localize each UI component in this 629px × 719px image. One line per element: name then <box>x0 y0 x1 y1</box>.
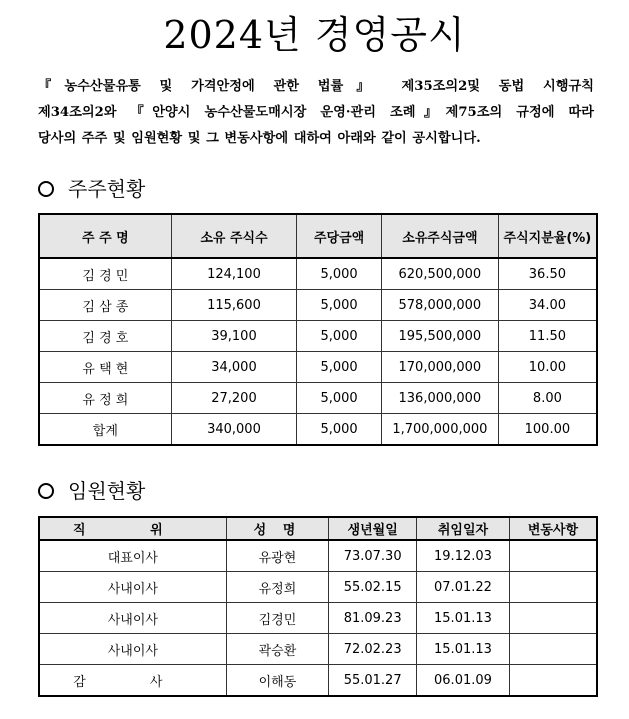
share-ratio: 8.00 <box>498 383 597 414</box>
executive-change <box>509 634 597 665</box>
executive-start-date: 15.01.13 <box>417 634 510 665</box>
intro-line-1: 『농수산물유통 및 가격안정에 관한 법률』 제35조의2및 동법 시행규칙 <box>38 79 594 94</box>
share-ratio: 34.00 <box>498 290 597 321</box>
share-amount: 170,000,000 <box>381 352 498 383</box>
executive-position: 감 사 <box>39 665 226 697</box>
executive-start-date: 07.01.22 <box>417 572 510 603</box>
total-share-price: 5,000 <box>297 414 382 446</box>
column-header: 성 명 <box>226 517 329 540</box>
executive-position: 사내이사 <box>39 603 226 634</box>
table-row <box>39 352 597 383</box>
shareholder-name: 김 경 호 <box>39 321 171 352</box>
share-price: 5,000 <box>297 290 382 321</box>
executives-section-title <box>36 478 145 504</box>
column-header: 생년월일 <box>329 517 417 540</box>
table-header-row <box>39 214 597 258</box>
executive-birthdate: 72.02.23 <box>329 634 417 665</box>
share-amount: 195,500,000 <box>381 321 498 352</box>
share-ratio: 10.00 <box>498 352 597 383</box>
executive-birthdate: 55.02.15 <box>329 572 417 603</box>
column-header: 직 위 <box>39 517 226 540</box>
table-row <box>39 258 597 290</box>
shareholders-table <box>38 213 598 446</box>
column-header: 변동사항 <box>509 517 597 540</box>
executive-name: 유광현 <box>226 540 329 572</box>
executive-change <box>509 665 597 697</box>
share-ratio: 36.50 <box>498 258 597 290</box>
share-price: 5,000 <box>297 352 382 383</box>
shareholder-name: 유 택 현 <box>39 352 171 383</box>
executive-position: 사내이사 <box>39 572 226 603</box>
executives-heading: 임원현황 <box>68 479 146 503</box>
executive-change <box>509 540 597 572</box>
shareholder-name: 김 경 민 <box>39 258 171 290</box>
table-row <box>39 634 597 665</box>
share-amount: 620,500,000 <box>381 258 498 290</box>
executive-position: 대표이사 <box>39 540 226 572</box>
share-price: 5,000 <box>297 383 382 414</box>
executive-birthdate: 73.07.30 <box>329 540 417 572</box>
table-row <box>39 290 597 321</box>
executive-name: 곽승환 <box>226 634 329 665</box>
column-header: 주식지분율(%) <box>498 214 597 258</box>
executive-change <box>509 603 597 634</box>
executive-name: 김경민 <box>226 603 329 634</box>
shareholder-name: 김 삼 종 <box>39 290 171 321</box>
column-header: 주 주 명 <box>39 214 171 258</box>
table-total-row <box>39 414 597 446</box>
share-count: 124,100 <box>171 258 297 290</box>
table-row <box>39 665 597 697</box>
circle-bullet-icon <box>38 483 54 499</box>
executive-position: 사내이사 <box>39 634 226 665</box>
table-row <box>39 572 597 603</box>
circle-bullet-icon <box>38 181 54 197</box>
total-label: 합계 <box>39 414 171 446</box>
intro-line-2: 제34조의2와 『안양시 농수산물도매시장 운영·관리 조례』제75조의 규정에 따라 <box>38 105 594 120</box>
share-count: 34,000 <box>171 352 297 383</box>
table-row <box>39 603 597 634</box>
executive-birthdate: 55.01.27 <box>329 665 417 697</box>
total-share-count: 340,000 <box>171 414 297 446</box>
share-price: 5,000 <box>297 321 382 352</box>
page-title: 2024년 경영공시 <box>163 13 466 57</box>
shareholders-heading: 주주현황 <box>68 177 146 201</box>
executive-start-date: 15.01.13 <box>417 603 510 634</box>
share-amount: 578,000,000 <box>381 290 498 321</box>
share-price: 5,000 <box>297 258 382 290</box>
share-count: 115,600 <box>171 290 297 321</box>
executive-start-date: 19.12.03 <box>417 540 510 572</box>
share-count: 39,100 <box>171 321 297 352</box>
share-ratio: 11.50 <box>498 321 597 352</box>
total-share-amount: 1,700,000,000 <box>381 414 498 446</box>
executive-birthdate: 81.09.23 <box>329 603 417 634</box>
column-header: 소유주식금액 <box>381 214 498 258</box>
total-share-ratio: 100.00 <box>498 414 597 446</box>
table-row <box>39 540 597 572</box>
table-header-row <box>39 517 597 540</box>
executive-name: 이해동 <box>226 665 329 697</box>
executive-start-date: 06.01.09 <box>417 665 510 697</box>
intro-paragraph <box>38 74 594 152</box>
executive-change <box>509 572 597 603</box>
shareholders-section-title <box>36 176 145 202</box>
executives-table <box>38 516 598 697</box>
column-header: 취임일자 <box>417 517 510 540</box>
table-row <box>39 383 597 414</box>
executive-name: 유정희 <box>226 572 329 603</box>
intro-line-3: 당사의 주주 및 임원현황 및 그 변동사항에 대하여 아래와 같이 공시합니다. <box>38 131 481 146</box>
shareholder-name: 유 정 희 <box>39 383 171 414</box>
column-header: 소유 주식수 <box>171 214 297 258</box>
table-row <box>39 321 597 352</box>
share-amount: 136,000,000 <box>381 383 498 414</box>
share-count: 27,200 <box>171 383 297 414</box>
column-header: 주당금액 <box>297 214 382 258</box>
